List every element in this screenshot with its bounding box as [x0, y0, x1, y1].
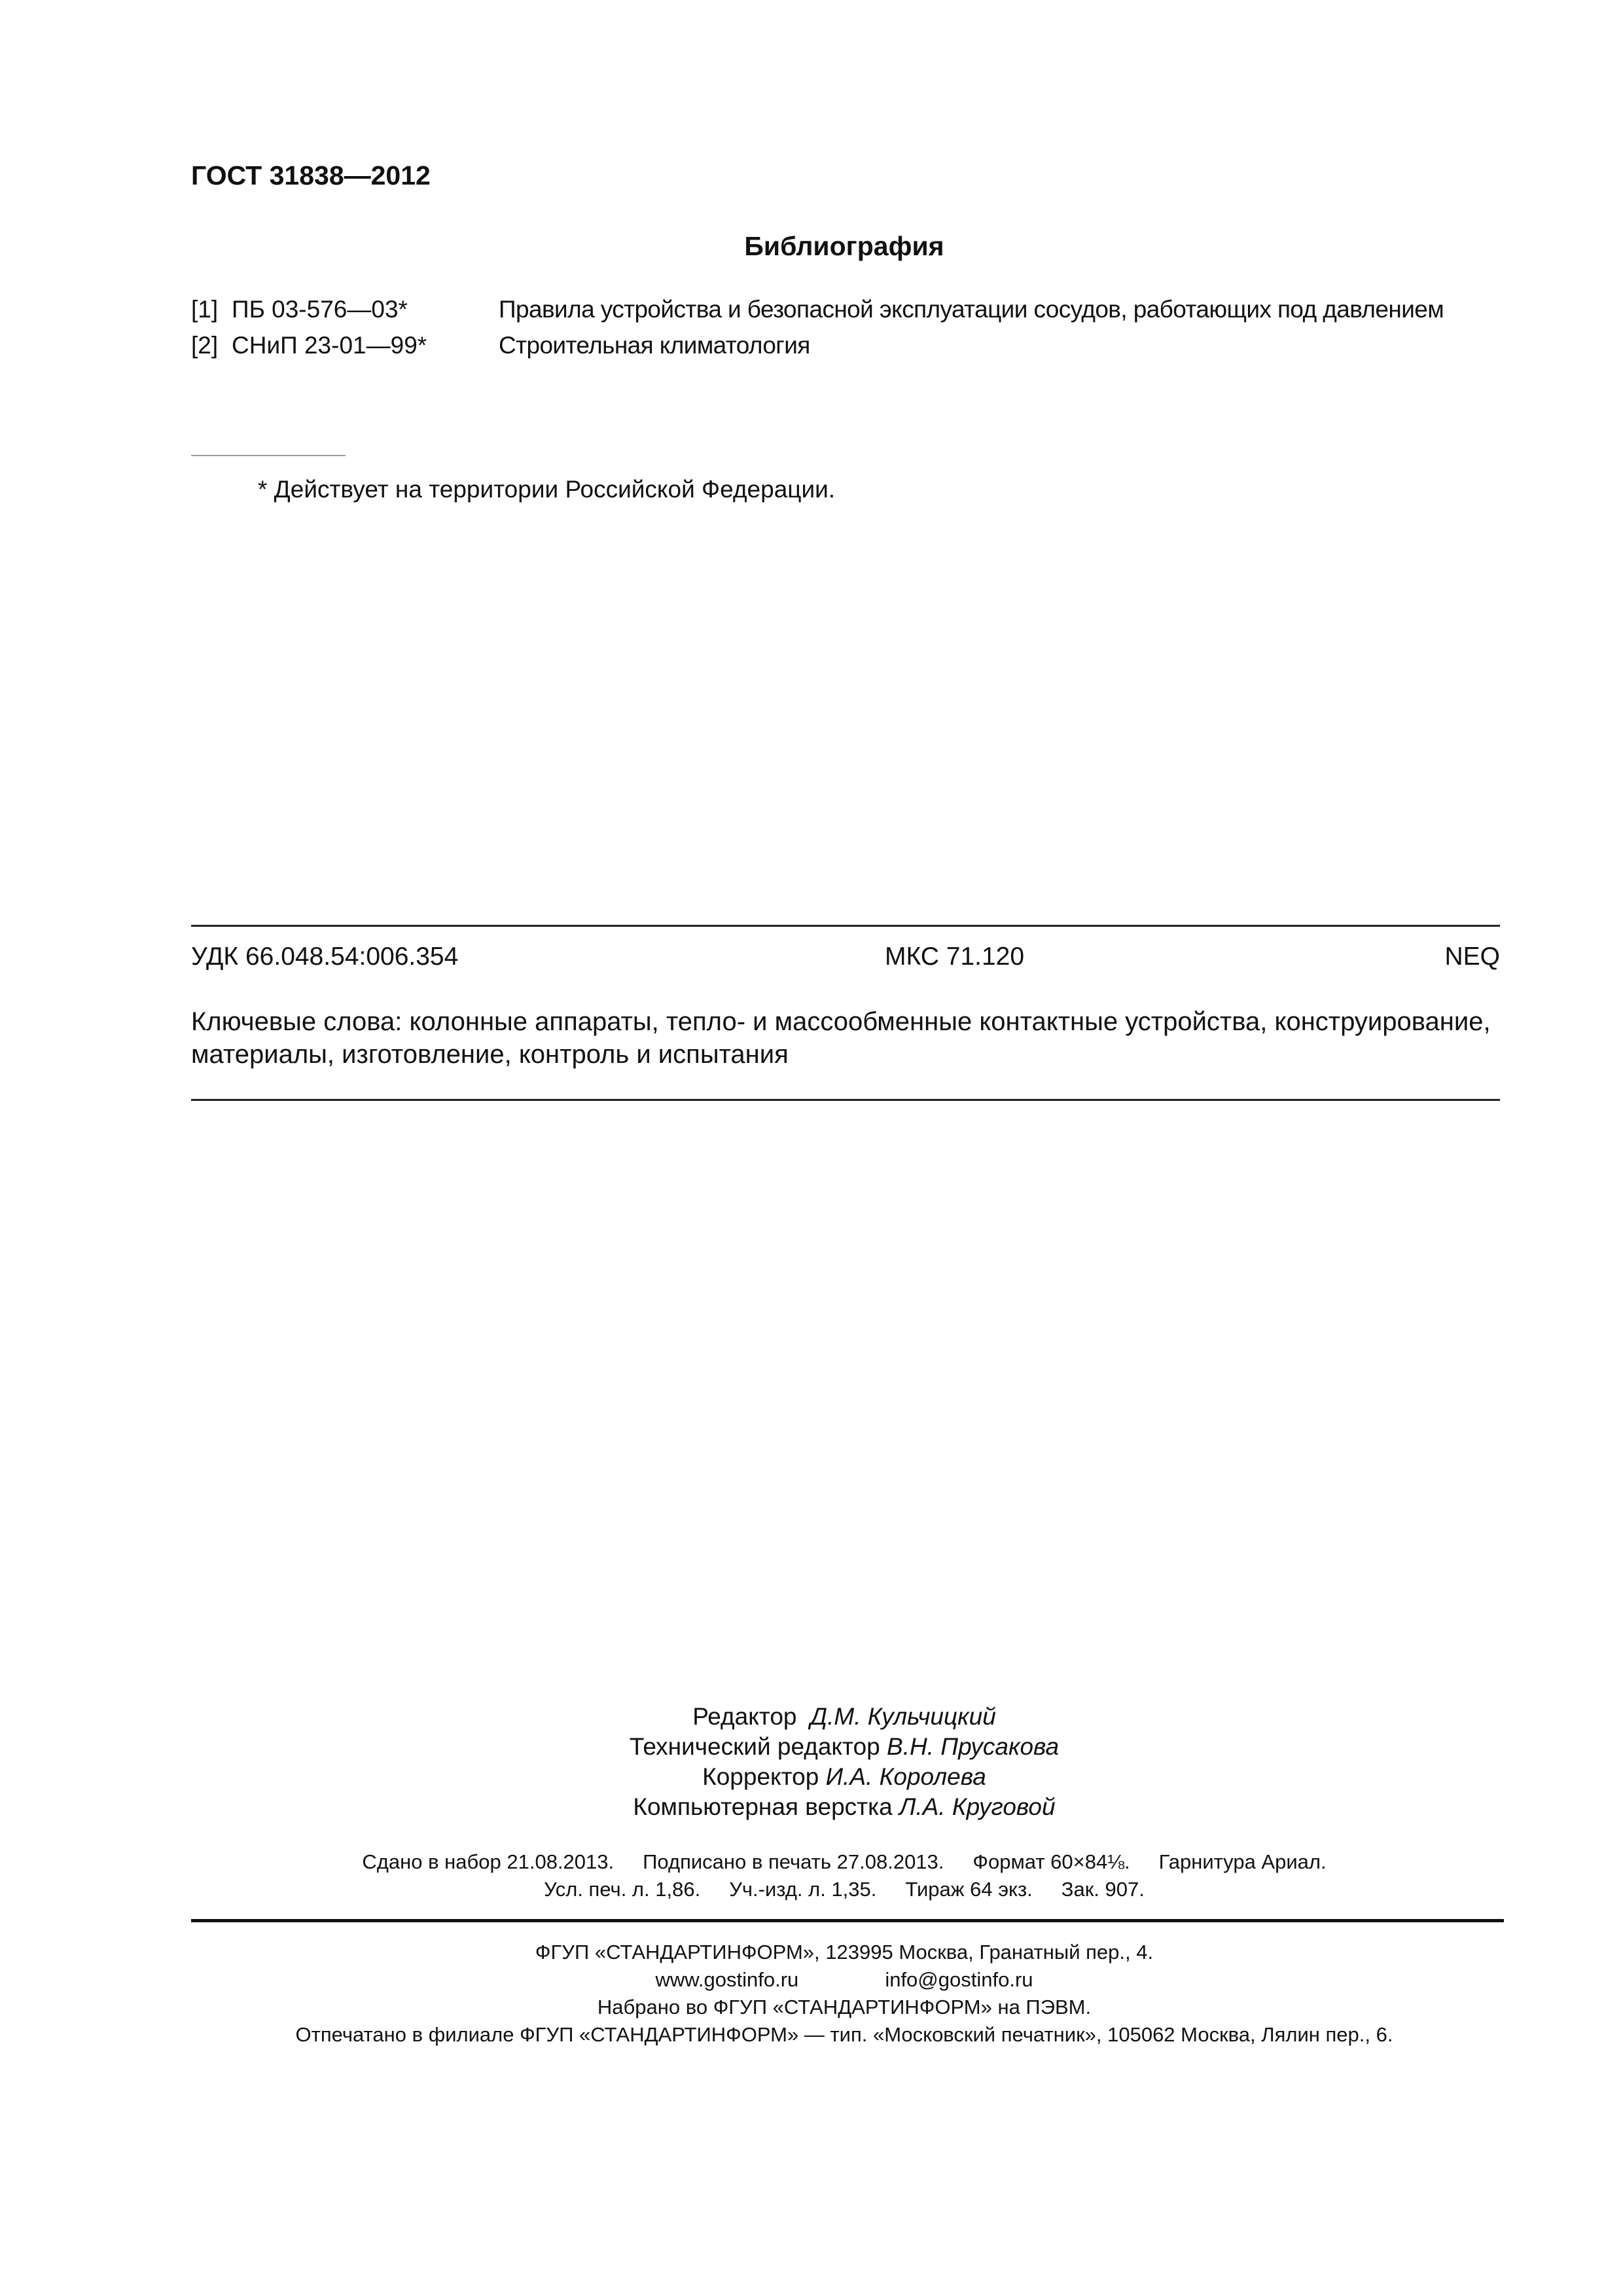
print-info-line-2	[0, 1878, 1623, 1901]
print-pub-sheets: Уч.-изд. л. 1,35.	[729, 1878, 877, 1901]
publisher-email[interactable]: info@gostinfo.ru	[885, 1968, 1033, 1991]
bibliography-item-code: СНиП 23-01—99*	[232, 332, 427, 359]
publisher-printed-note: Отпечатано в филиале ФГУП «СТАНДАРТИНФОРМ» — тип. «Московский печатник», 105062 Москва, Лялин пер., 6.	[295, 2023, 1393, 2046]
keywords: Ключевые слова: колонные аппараты, тепло- и массообменные контактные устройства, конструирование, материалы, изготовление, контроль и испытания	[191, 1007, 1491, 1069]
equivalence-mark: NEQ	[1444, 942, 1500, 971]
credit-role: Компьютерная верстка	[633, 1793, 893, 1820]
credit-role: Редактор	[692, 1703, 797, 1730]
publisher-separator	[191, 1919, 1504, 1922]
bibliography-title: Библиография	[744, 231, 944, 261]
print-date-signed: Подписано в печать 27.08.2013.	[643, 1850, 944, 1873]
publisher-address: ФГУП «СТАНДАРТИНФОРМ», 123995 Москва, Гранатный пер., 4.	[535, 1941, 1154, 1964]
credit-technical-editor	[0, 1733, 1623, 1761]
credit-name: Д.М. Кульчицкий	[810, 1703, 996, 1730]
bibliography-item-code: ПБ 03-576—03*	[232, 296, 408, 323]
print-run: Тираж 64 экз.	[905, 1878, 1033, 1901]
udk-code: УДК 66.048.54:006.354	[191, 942, 459, 971]
classification-top-rule	[191, 925, 1500, 927]
credit-proofreader	[0, 1763, 1623, 1791]
classification-bottom-rule	[191, 1099, 1500, 1101]
print-sheets: Усл. печ. л. 1,86.	[544, 1878, 701, 1901]
bibliography-item-number: [2]	[191, 332, 219, 359]
document-code: ГОСТ 31838—2012	[191, 160, 431, 190]
print-info-line-1	[0, 1850, 1623, 1874]
publisher-website[interactable]: www.gostinfo.ru	[655, 1968, 799, 1991]
footnote: * Действует на территории Российской Федерации.	[258, 476, 836, 503]
bibliography-item-title: Строительная климатология	[499, 332, 810, 359]
print-order: Зак. 907.	[1061, 1878, 1145, 1901]
credit-name: В.Н. Прусакова	[887, 1733, 1060, 1760]
print-typeface: Гарнитура Ариал.	[1158, 1850, 1327, 1873]
credit-name: И.А. Королева	[825, 1763, 986, 1790]
print-format: Формат 60×84⅛.	[972, 1850, 1130, 1873]
publisher-contacts	[0, 1968, 1623, 1992]
credit-layout	[0, 1793, 1623, 1821]
print-date-typeset: Сдано в набор 21.08.2013.	[362, 1850, 615, 1873]
credit-role: Технический редактор	[629, 1733, 880, 1760]
mks-code: МКС 71.120	[885, 942, 1025, 971]
credit-role: Корректор	[702, 1763, 819, 1790]
bibliography-item-number: [1]	[191, 296, 219, 323]
credit-name: Л.А. Круговой	[899, 1793, 1056, 1820]
publisher-typeset-note: Набрано во ФГУП «СТАНДАРТИНФОРМ» на ПЭВМ.	[597, 1996, 1092, 2018]
credit-editor	[0, 1703, 1623, 1731]
footnote-separator	[191, 455, 346, 456]
bibliography-item-title: Правила устройства и безопасной эксплуатации сосудов, работающих под давлением	[499, 296, 1444, 323]
